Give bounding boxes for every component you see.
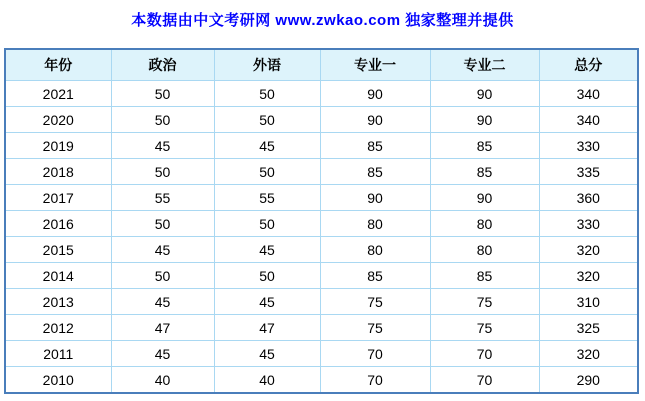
score-cell: 85 bbox=[320, 133, 430, 159]
score-cell: 320 bbox=[539, 263, 638, 289]
score-cell: 90 bbox=[430, 107, 539, 133]
score-cell: 70 bbox=[320, 367, 430, 394]
score-cell: 70 bbox=[430, 367, 539, 394]
column-header-major1: 专业一 bbox=[320, 49, 430, 81]
score-cell: 50 bbox=[111, 263, 214, 289]
score-cell: 45 bbox=[214, 237, 320, 263]
score-cell: 335 bbox=[539, 159, 638, 185]
page-title: 本数据由中文考研网 www.zwkao.com 独家整理并提供 bbox=[131, 12, 514, 29]
year-cell: 2019 bbox=[5, 133, 111, 159]
score-cell: 45 bbox=[214, 133, 320, 159]
score-cell: 75 bbox=[430, 289, 539, 315]
score-cell: 85 bbox=[430, 133, 539, 159]
score-cell: 310 bbox=[539, 289, 638, 315]
year-cell: 2021 bbox=[5, 81, 111, 107]
year-cell: 2012 bbox=[5, 315, 111, 341]
score-cell: 80 bbox=[430, 211, 539, 237]
score-cell: 50 bbox=[111, 81, 214, 107]
score-cell: 90 bbox=[320, 107, 430, 133]
score-cell: 340 bbox=[539, 81, 638, 107]
table-row bbox=[5, 159, 638, 185]
column-header-total: 总分 bbox=[539, 49, 638, 81]
score-cell: 50 bbox=[214, 263, 320, 289]
score-cell: 50 bbox=[214, 211, 320, 237]
table-row bbox=[5, 289, 638, 315]
header-row bbox=[5, 49, 638, 81]
score-cell: 85 bbox=[320, 159, 430, 185]
score-cell: 55 bbox=[214, 185, 320, 211]
column-header-year: 年份 bbox=[5, 49, 111, 81]
score-cell: 50 bbox=[214, 107, 320, 133]
score-cell: 50 bbox=[111, 211, 214, 237]
table-row bbox=[5, 211, 638, 237]
table-row bbox=[5, 237, 638, 263]
table-row bbox=[5, 185, 638, 211]
score-cell: 90 bbox=[320, 81, 430, 107]
score-cell: 330 bbox=[539, 211, 638, 237]
score-cell: 47 bbox=[214, 315, 320, 341]
score-cell: 85 bbox=[430, 263, 539, 289]
column-header-politics: 政治 bbox=[111, 49, 214, 81]
score-cell: 75 bbox=[320, 289, 430, 315]
score-cell: 330 bbox=[539, 133, 638, 159]
year-cell: 2013 bbox=[5, 289, 111, 315]
score-cell: 80 bbox=[430, 237, 539, 263]
score-cell: 80 bbox=[320, 237, 430, 263]
score-cell: 75 bbox=[430, 315, 539, 341]
score-cell: 90 bbox=[430, 81, 539, 107]
table-row bbox=[5, 367, 638, 394]
table-body bbox=[5, 81, 638, 394]
score-line-table bbox=[4, 48, 639, 394]
score-cell: 75 bbox=[320, 315, 430, 341]
score-cell: 90 bbox=[430, 185, 539, 211]
score-cell: 50 bbox=[111, 107, 214, 133]
year-cell: 2017 bbox=[5, 185, 111, 211]
column-header-foreign: 外语 bbox=[214, 49, 320, 81]
column-header-major2: 专业二 bbox=[430, 49, 539, 81]
year-cell: 2015 bbox=[5, 237, 111, 263]
score-cell: 40 bbox=[111, 367, 214, 394]
score-cell: 320 bbox=[539, 237, 638, 263]
score-cell: 360 bbox=[539, 185, 638, 211]
score-cell: 340 bbox=[539, 107, 638, 133]
score-cell: 55 bbox=[111, 185, 214, 211]
year-cell: 2014 bbox=[5, 263, 111, 289]
score-cell: 320 bbox=[539, 341, 638, 367]
table-row bbox=[5, 341, 638, 367]
score-cell: 45 bbox=[111, 289, 214, 315]
score-cell: 45 bbox=[111, 341, 214, 367]
score-cell: 85 bbox=[320, 263, 430, 289]
score-cell: 47 bbox=[111, 315, 214, 341]
table-row bbox=[5, 133, 638, 159]
score-cell: 85 bbox=[430, 159, 539, 185]
score-cell: 45 bbox=[214, 341, 320, 367]
year-cell: 2016 bbox=[5, 211, 111, 237]
score-cell: 40 bbox=[214, 367, 320, 394]
score-cell: 45 bbox=[214, 289, 320, 315]
year-cell: 2020 bbox=[5, 107, 111, 133]
table-row bbox=[5, 315, 638, 341]
table-row bbox=[5, 81, 638, 107]
year-cell: 2011 bbox=[5, 341, 111, 367]
table-row bbox=[5, 263, 638, 289]
score-cell: 90 bbox=[320, 185, 430, 211]
score-cell: 50 bbox=[214, 81, 320, 107]
score-cell: 45 bbox=[111, 237, 214, 263]
table-row bbox=[5, 107, 638, 133]
year-cell: 2018 bbox=[5, 159, 111, 185]
score-cell: 50 bbox=[111, 159, 214, 185]
score-cell: 325 bbox=[539, 315, 638, 341]
year-cell: 2010 bbox=[5, 367, 111, 394]
score-cell: 80 bbox=[320, 211, 430, 237]
score-cell: 50 bbox=[214, 159, 320, 185]
score-cell: 45 bbox=[111, 133, 214, 159]
score-cell: 70 bbox=[320, 341, 430, 367]
score-cell: 290 bbox=[539, 367, 638, 394]
score-cell: 70 bbox=[430, 341, 539, 367]
